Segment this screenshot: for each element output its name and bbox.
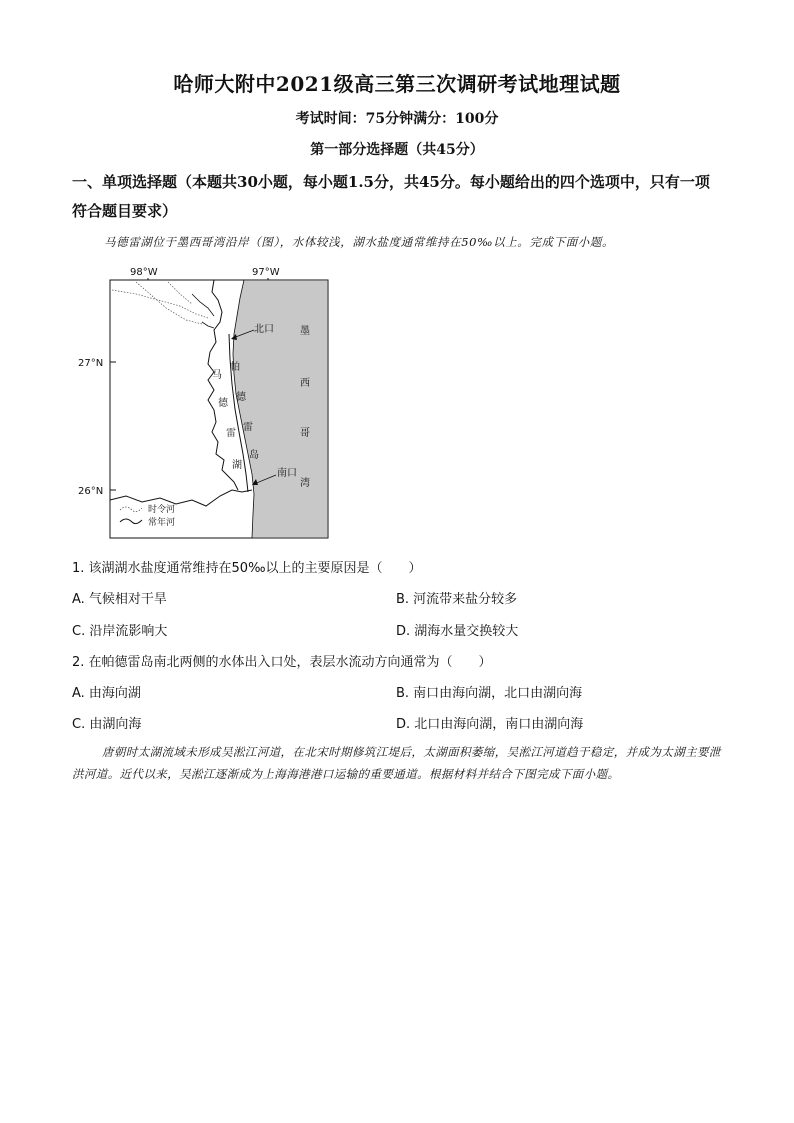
question-1-stem: 1. 该湖湖水盐度通常维持在50‰以上的主要原因是（ ） <box>72 561 422 576</box>
question-1-option-a[interactable]: A. 气候相对干旱 <box>72 592 167 607</box>
lake-char-1: 马 <box>212 370 222 381</box>
lon-label-97: 97°W <box>252 267 280 278</box>
question-2-option-d[interactable]: D. 北口由海向湖，南口由湖向海 <box>396 717 584 732</box>
question-2-option-b[interactable]: B. 南口由海向湖，北口由湖向海 <box>396 686 583 701</box>
question-2-option-c[interactable]: C. 由湖向海 <box>72 717 142 732</box>
lat-label-26: 26°N <box>78 486 104 497</box>
island-char-3: 雷 <box>243 422 253 433</box>
north-inlet-label: 北口 <box>254 324 274 335</box>
material-2-paragraph <box>72 741 724 785</box>
part-heading: 第一部分选择题（共45分） <box>310 142 484 158</box>
material-2-text: 唐朝时太湖流域未形成吴淞江河道，在北宋时期修筑江堤后，太湖面积萎缩，吴淞江河道趋于稳定，并成为太湖主要泄洪河道。近代以来，吴淞江逐渐成为上海海港港口运输的重要通道。根据材料并结合下图完成下面小题。 <box>72 745 721 781</box>
legend-seasonal-label: 时令河 <box>148 505 176 515</box>
island-char-1: 帕 <box>230 362 240 373</box>
question-1-option-d[interactable]: D. 湖海水量交换较大 <box>396 624 519 639</box>
island-char-2: 德 <box>236 392 246 403</box>
question-2-stem: 2. 在帕德雷岛南北两侧的水体出入口处，表层水流动方向通常为（ ） <box>72 655 492 670</box>
lake-char-3: 雷 <box>226 428 236 439</box>
sea-char-2: 西 <box>300 378 310 389</box>
sea-char-3: 哥 <box>300 428 310 439</box>
section-heading: 一、单项选择题（本题共30小题，每小题1.5分，共45分。每小题给出的四个选项中，只有一项符合题目要求） <box>72 173 710 220</box>
question-2-option-a[interactable]: A. 由海向湖 <box>72 686 141 701</box>
lon-label-98: 98°W <box>130 267 158 278</box>
exam-time-score: 考试时间：75分钟满分：100分 <box>295 111 499 127</box>
island-char-4: 岛 <box>249 450 259 461</box>
exam-title: 哈师大附中2021级高三第三次调研考试地理试题 <box>173 72 621 96</box>
material-intro: 马德雷湖位于墨西哥湾沿岸（图），水体较浅，湖水盐度通常维持在50‰以上。完成下面小题。 <box>104 235 615 249</box>
lake-char-4: 湖 <box>232 460 242 471</box>
lake-char-2: 德 <box>218 398 228 409</box>
sea-char-4: 湾 <box>300 478 310 489</box>
question-1-option-c[interactable]: C. 沿岸流影响大 <box>72 624 168 639</box>
sea-char-1: 墨 <box>300 326 310 337</box>
legend-perennial-label: 常年河 <box>148 518 176 528</box>
lake-map <box>78 264 340 544</box>
question-1-option-b[interactable]: B. 河流带来盐分较多 <box>396 592 518 607</box>
lat-label-27: 27°N <box>78 358 104 369</box>
south-inlet-label: 南口 <box>277 468 297 479</box>
